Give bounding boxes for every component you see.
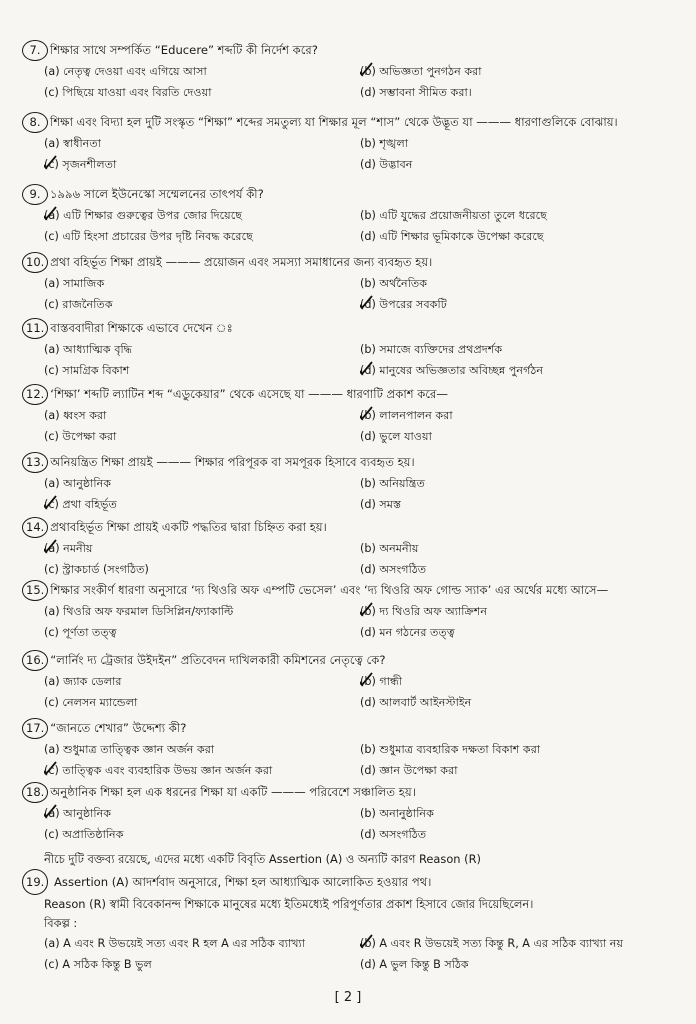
answer-option-label: (d) ভুলে যাওয়া	[360, 430, 432, 443]
options-grid	[44, 205, 682, 247]
question-number: 13.	[22, 452, 48, 473]
options-grid	[44, 739, 682, 781]
answer-option-label: (b) অভিজ্ঞতা পুনগঠন করা	[360, 65, 482, 78]
question-block	[22, 318, 682, 381]
answer-option	[360, 405, 696, 426]
answer-option-label: (d) সম্ভাবনা সীমিত করা।	[360, 86, 472, 99]
question-number: 17.	[22, 718, 48, 739]
answer-option-label: (b) অনমনীয়	[360, 542, 419, 555]
answer-option	[360, 133, 696, 154]
options-grid	[44, 339, 682, 381]
question-block	[22, 184, 682, 247]
question-block	[22, 112, 682, 175]
answer-option-label: (d) উপরের সবকটি	[360, 298, 447, 311]
answer-option-label: (a) A এবং R উভয়েই সত্য এবং R হল A এর সঠিক ব্যাখ্যা	[44, 937, 306, 950]
question-text	[22, 252, 682, 273]
answer-option-label: (b) A এবং R উভয়েই সত্য কিন্তু R, A এর সঠিক ব্যাখ্যা নয়	[360, 937, 624, 950]
answer-option	[360, 824, 696, 845]
answer-option	[44, 538, 360, 559]
answer-option-label: (a) স্বাধীনতা	[44, 137, 101, 150]
answer-option-label: (b) দ্য থিওরি অফ অ্যাক্রিশন	[360, 605, 488, 618]
question-text	[22, 40, 682, 61]
question-text	[22, 517, 682, 538]
answer-option	[44, 559, 360, 580]
answer-option-label: (c) A সঠিক কিন্তু B ভুল	[44, 958, 152, 971]
question-block	[22, 384, 682, 447]
options-grid	[44, 133, 682, 175]
question-text	[22, 318, 682, 339]
question-number: 11.	[22, 318, 48, 339]
options-grid	[44, 405, 682, 447]
question-number: 14.	[22, 517, 48, 538]
question-number: 15.	[22, 580, 48, 601]
question-number: 10.	[22, 252, 48, 273]
question-stem: প্রথাবহির্ভূত শিক্ষা প্রায়ই একটি পদ্ধতির দ্বারা চিহ্নিত করা হয়।	[50, 520, 327, 534]
answer-option	[44, 226, 360, 247]
answer-option	[360, 538, 696, 559]
question-block-assertion-reason	[22, 850, 682, 975]
question-stem: শিক্ষা এবং বিদ্যা হল দুটি সংস্কৃত “শিক্ষা” শব্দের সমতুল্য যা শিক্ষার মূল “শাস” থেকে উদ্ভূত যা ——— ধারণাগুলিকে বোঝায়।	[50, 115, 618, 129]
answer-option	[44, 273, 360, 294]
question-block	[22, 252, 682, 315]
answer-option-label: (c) সামগ্রিক বিকাশ	[44, 364, 130, 377]
question-text	[22, 782, 682, 803]
answer-option-label: (d) আলবার্ট আইনস্টাইন	[360, 696, 472, 709]
answer-option	[44, 360, 360, 381]
answer-option-label: (b) সমাজে ব্যক্তিদের প্রথপ্রদর্শক	[360, 343, 503, 356]
assertion-text: Assertion (A) আদর্শবাদ অনুসারে, শিক্ষা হল আধ্যাত্মিক আলোকিত হওয়ার পথ।	[53, 875, 432, 889]
answer-option	[44, 760, 360, 781]
answer-option	[360, 82, 696, 103]
answer-option	[360, 205, 696, 226]
answer-option	[44, 739, 360, 760]
answer-option-label: (d) এটি শিক্ষার ভূমিকাকে উপেক্ষা করেছে	[360, 230, 544, 243]
answer-option	[44, 933, 360, 954]
answer-option	[360, 601, 696, 622]
answer-option	[360, 760, 696, 781]
answer-option	[360, 671, 696, 692]
answer-option-label: (a) সামাজিক	[44, 277, 105, 290]
question-stem: ‘শিক্ষা’ শব্দটি ল্যাটিন শব্দ “এডুকেয়ার” থেকে এসেছে যা ——— ধারণাটি প্রকাশ করে—	[50, 387, 448, 401]
answer-option-label: (a) আধ্যাত্মিক বৃদ্ধি	[44, 343, 132, 356]
answer-option	[44, 82, 360, 103]
answer-option	[44, 622, 360, 643]
answer-option-label: (c) স্ট্রাকচার্ড (সংগঠিত)	[44, 563, 149, 576]
question-number: 9.	[22, 184, 48, 205]
assertion-intro: নীচে দুটি বক্তব্য রয়েছে, এদের মধ্যে একটি বিবৃতি Assertion (A) ও অন্যটি কারণ Reason (R)	[44, 852, 481, 866]
answer-option	[360, 339, 696, 360]
answer-option-label: (b) এটি যুদ্ধের প্রয়োজনীয়তা তুলে ধরেছে	[360, 209, 547, 222]
answer-option	[360, 61, 696, 82]
answer-option-label: (c) এটি হিংসা প্রচারের উপর দৃষ্টি নিবদ্ধ করেছে	[44, 230, 253, 243]
question-block	[22, 517, 682, 580]
answer-option-label: (c) উপেক্ষা করা	[44, 430, 117, 443]
answer-option	[44, 426, 360, 447]
question-text	[22, 718, 682, 739]
question-block	[22, 718, 682, 781]
question-number: 7.	[22, 40, 48, 61]
answer-option	[360, 226, 696, 247]
answer-option-label: (b) শৃঙ্খলা	[360, 137, 409, 150]
answer-option-label: (b) অর্থনৈতিক	[360, 277, 428, 290]
answer-option-label: (b) গান্ধী	[360, 675, 403, 688]
answer-option	[360, 473, 696, 494]
question-stem: “জানতে শেখার” উদ্দেশ্য কী?	[50, 721, 187, 735]
options-grid	[44, 61, 682, 103]
question-number: 8.	[22, 112, 48, 133]
options-grid	[44, 933, 682, 975]
answer-option-label: (c) পিছিয়ে যাওয়া এবং বিরতি দেওয়া	[44, 86, 212, 99]
options-grid	[44, 601, 682, 643]
question-stem: শিক্ষার সাথে সম্পর্কিত “Educere” শব্দটি কী নির্দেশ করে?	[50, 43, 318, 57]
question-text	[22, 184, 682, 205]
question-number: 18.	[22, 782, 48, 803]
question-number: 19.	[22, 869, 48, 895]
assertion-line	[22, 869, 682, 895]
answer-option-label: (a) জ্যাক ডেলার	[44, 675, 122, 688]
answer-option-label: (a) আনুষ্ঠানিক	[44, 477, 112, 490]
answer-option-label: (a) ধ্বংস করা	[44, 409, 107, 422]
answer-option-label: (c) রাজনৈতিক	[44, 298, 113, 311]
answer-option	[360, 494, 696, 515]
answer-option	[360, 954, 696, 975]
answer-option	[360, 739, 696, 760]
answer-option	[44, 803, 360, 824]
answer-option-label: (d) অসংগঠিত	[360, 563, 427, 576]
answer-option-label: (d) জ্ঞান উপেক্ষা করা	[360, 764, 458, 777]
question-stem: বাস্তববাদীরা শিক্ষাকে এভাবে দেখেন ঃ	[50, 321, 233, 335]
options-grid	[44, 473, 682, 515]
question-block	[22, 782, 682, 845]
answer-option-label: (b) লালনপালন করা	[360, 409, 453, 422]
answer-option-label: (d) অসংগঠিত	[360, 828, 427, 841]
answer-option-label: (b) অনিয়ন্ত্রিত	[360, 477, 425, 490]
question-stem: শিক্ষার সংকীর্ণ ধারণা অনুসারে ‘দ্য থিওরি অফ এম্পটি ভেসেল’ এবং ‘দ্য থিওরি অফ গোল্ড স্যাক’ এর অর্থের মধ্যে আসে—	[50, 583, 609, 597]
answer-option	[360, 803, 696, 824]
answer-option-label: (c) তাত্ত্বিক এবং ব্যবহারিক উভয় জ্ঞান অর্জন করা	[44, 764, 273, 777]
answer-option-label: (c) অপ্রাতিষ্ঠানিক	[44, 828, 124, 841]
options-grid	[44, 671, 682, 713]
answer-option-label: (a) নেতৃত্ব দেওয়া এবং এগিয়ে আসা	[44, 65, 207, 78]
answer-option	[44, 61, 360, 82]
question-text	[22, 580, 682, 601]
answer-option-label: (a) নমনীয়	[44, 542, 93, 555]
question-stem: ১৯৯৬ সালে ইউনেস্কো সম্মেলনের তাৎপর্য কী?	[50, 187, 264, 201]
answer-option	[44, 339, 360, 360]
options-grid	[44, 538, 682, 580]
answer-option	[44, 692, 360, 713]
answer-option	[44, 671, 360, 692]
answer-option-label: (c) নেলসন ম্যান্ডেলা	[44, 696, 138, 709]
options-grid	[44, 803, 682, 845]
answer-option-label: (d) মন গঠনের তত্ত্ব	[360, 626, 455, 639]
answer-option-label: (d) উদ্ভাবন	[360, 158, 413, 171]
answer-option	[44, 954, 360, 975]
answer-option	[360, 559, 696, 580]
answer-option-label: (c) সৃজনশীলতা	[44, 158, 117, 171]
question-stem: অনুষ্ঠানিক শিক্ষা হল এক ধরনের শিক্ষা যা একটি ——— পরিবেশে সঞ্চালিত হয়।	[50, 785, 416, 799]
answer-option	[44, 133, 360, 154]
answer-option	[360, 933, 696, 954]
answer-option	[360, 622, 696, 643]
answer-option	[360, 273, 696, 294]
answer-option-label: (c) প্রথা বহির্ভূত	[44, 498, 117, 511]
question-number: 16.	[22, 650, 48, 671]
question-block	[22, 40, 682, 103]
question-block	[22, 452, 682, 515]
options-grid	[44, 273, 682, 315]
answer-option-label: (c) পূর্ণতা তত্ত্ব	[44, 626, 117, 639]
answer-option	[360, 154, 696, 175]
answer-option	[44, 473, 360, 494]
answer-option-label: (a) শুধুমাত্র তাত্ত্বিক জ্ঞান অর্জন করা	[44, 743, 215, 756]
answer-option	[44, 154, 360, 175]
answer-option	[360, 360, 696, 381]
question-block	[22, 580, 682, 643]
answer-option-label: (b) অনানুষ্ঠানিক	[360, 807, 434, 820]
page-number: [ 2 ]	[334, 990, 362, 1005]
question-text	[22, 112, 682, 133]
answer-option	[44, 824, 360, 845]
answer-option	[360, 692, 696, 713]
question-text	[22, 452, 682, 473]
answer-option-label: (b) শুধুমাত্র ব্যবহারিক দক্ষতা বিকাশ করা	[360, 743, 541, 756]
answer-option	[44, 405, 360, 426]
answer-option	[360, 294, 696, 315]
answer-option-label: (a) আনুষ্ঠানিক	[44, 807, 112, 820]
question-block	[22, 650, 682, 713]
answer-option	[44, 494, 360, 515]
question-stem: অনিয়ন্ত্রিত শিক্ষা প্রায়ই ——— শিক্ষার পরিপূরক বা সমপূরক হিসাবে ব্যবহৃত হয়।	[50, 455, 415, 469]
answer-option-label: (a) থিওরি অফ ফরমাল ডিসিপ্লিন/ফ্যাকাল্টি	[44, 605, 234, 618]
answer-option-label: (d) সমস্ত	[360, 498, 402, 511]
question-stem: প্রথা বহির্ভূত শিক্ষা প্রায়ই ——— প্রয়োজন এবং সমস্যা সমাধানের জন্য ব্যবহৃত হয়।	[50, 255, 433, 269]
answer-option	[44, 294, 360, 315]
answer-option-label: (d) মানুষের অভিজ্ঞতার অবিচ্ছন্ন পুনর্গঠন	[360, 364, 544, 377]
question-text	[22, 650, 682, 671]
question-number: 12.	[22, 384, 48, 405]
answer-option-label: (d) A ভুল কিন্তু B সঠিক	[360, 958, 469, 971]
question-stem: “লার্নিং দ্য ট্রেজার উইদইন” প্রতিবেদন দাখিলকারী কমিশনের নেতৃত্বে কে?	[50, 653, 386, 667]
reason-text: Reason (R) স্বামী বিবেকানন্দ শিক্ষাকে মানুষের মধ্যে ইতিমধ্যেই পরিপূর্ণতার প্রকাশ হিসাবে জোর দিয়েছিলেন।	[44, 897, 534, 911]
answer-option-label: (a) এটি শিক্ষার গুরুত্বের উপর জোর দিয়েছে	[44, 209, 242, 222]
question-text	[22, 384, 682, 405]
answer-option	[44, 205, 360, 226]
choices-label: বিকল্প :	[44, 916, 78, 930]
answer-option	[360, 426, 696, 447]
answer-option	[44, 601, 360, 622]
